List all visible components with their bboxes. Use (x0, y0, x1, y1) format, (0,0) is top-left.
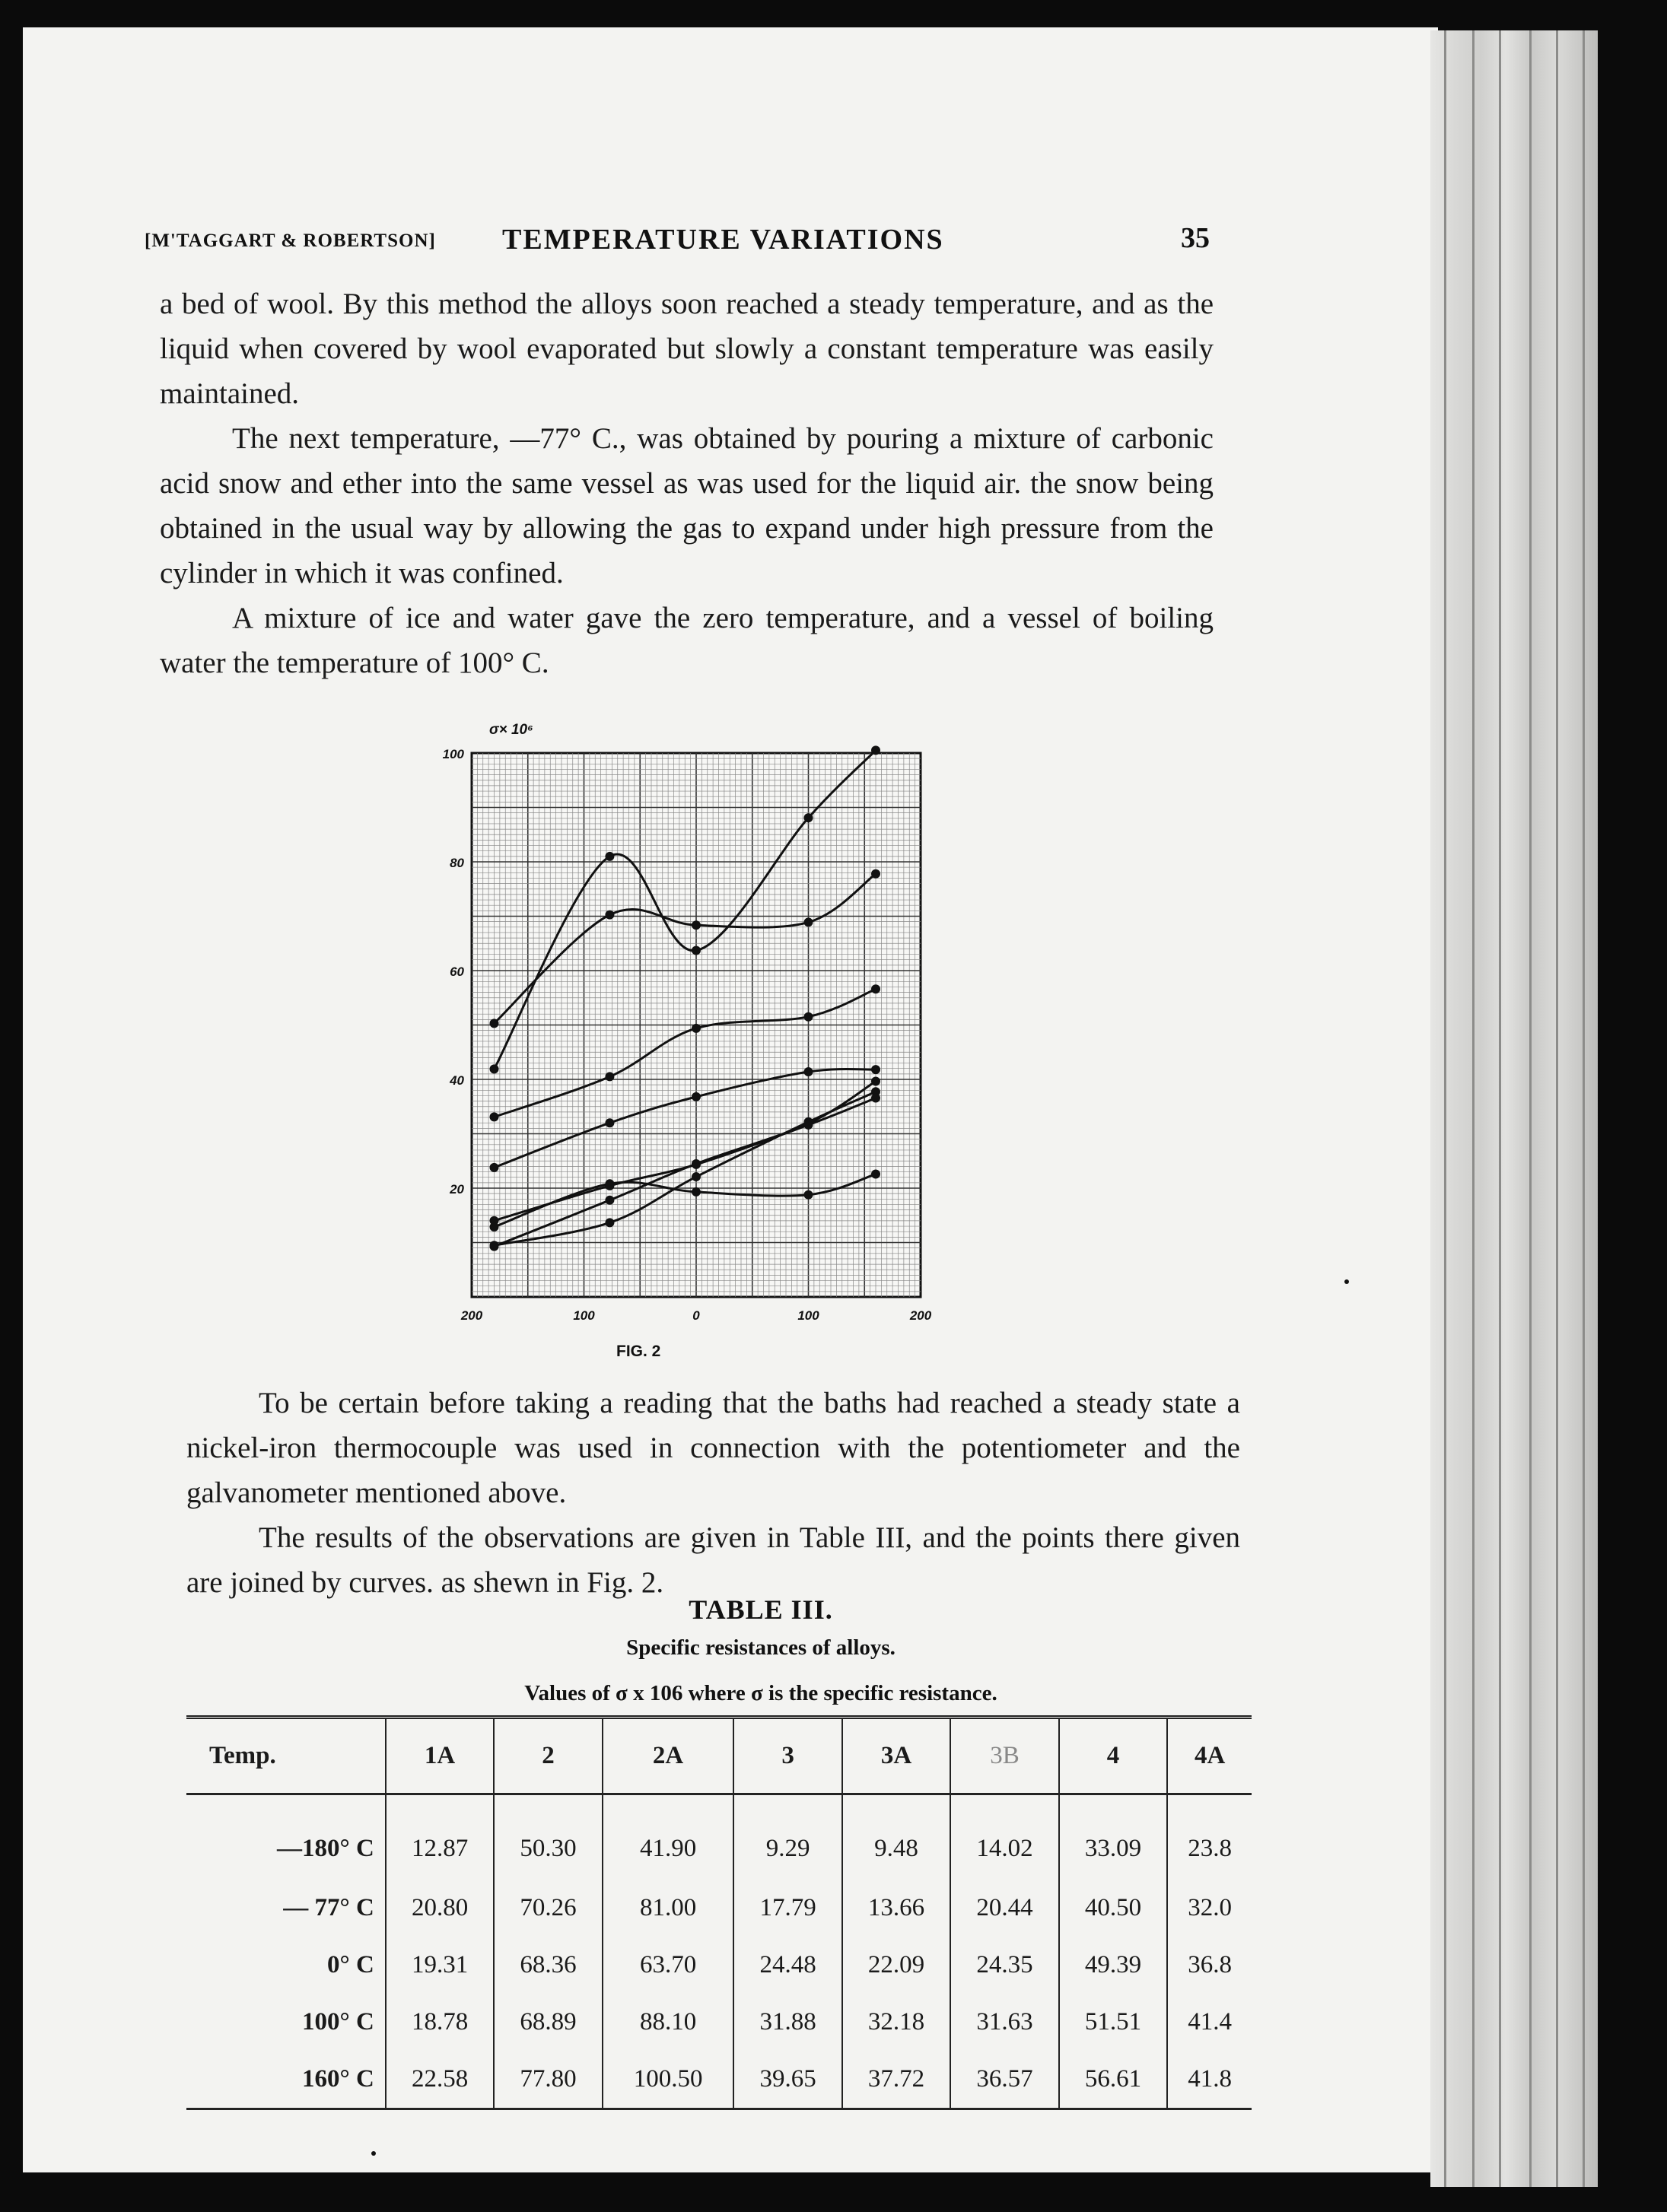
table-title: TABLE III. (689, 1594, 833, 1625)
page-number: 35 (1181, 222, 1210, 254)
table-row (186, 1994, 1252, 2051)
x-tick-label: 100 (573, 1308, 595, 1323)
temperature-cell: 100° C (302, 2008, 374, 2036)
value-cell: 9.29 (733, 1794, 841, 1880)
column-header: 3 (733, 1718, 841, 1794)
data-point (605, 1181, 614, 1190)
data-point (871, 745, 880, 755)
value-cell: 13.66 (842, 1880, 950, 1937)
paragraph: A mixture of ice and water gave the zero temperature, and a vessel of boiling water the temperature of 100° C. (160, 602, 1214, 679)
data-point (804, 1012, 813, 1022)
data-point (871, 1094, 880, 1103)
value-cell: 14.02 (950, 1794, 1058, 1880)
value-cell: 18.78 (386, 1994, 494, 2051)
x-tick-label: 100 (797, 1308, 819, 1323)
data-point (490, 1112, 499, 1121)
data-point (490, 1064, 499, 1073)
data-point (871, 984, 880, 993)
value-cell: 56.61 (1059, 2051, 1167, 2109)
y-axis-label: σ× 10⁶ (489, 722, 533, 738)
paragraph: The results of the observations are given in Table III, and the points there given are joined by curves. as shewn in Fig. 2. (186, 1521, 1240, 1599)
value-cell: 31.88 (733, 1994, 841, 2051)
data-point (605, 1218, 614, 1227)
ink-speck (1344, 1279, 1349, 1284)
data-point (804, 1120, 813, 1130)
value-cell: 32.18 (842, 1994, 950, 2051)
value-cell: 49.39 (1059, 1937, 1167, 1994)
x-tick-label: 0 (692, 1308, 700, 1323)
paragraph: To be certain before taking a reading that the baths had reached a steady state a nickel-iron thermocouple was used in connection with the potentiometer and the galvanometer mentioned above. (186, 1387, 1240, 1509)
value-cell: 24.35 (950, 1937, 1058, 1994)
data-point (490, 1241, 499, 1250)
temperature-cell: —180° C (277, 1834, 374, 1862)
column-header: Temp. (209, 1742, 276, 1769)
data-point (692, 1187, 701, 1197)
data-point (804, 813, 813, 822)
data-point (692, 1092, 701, 1101)
value-cell: 81.00 (603, 1880, 734, 1937)
value-cell: 23.8 (1167, 1794, 1252, 1880)
value-cell: 41.4 (1167, 1994, 1252, 2051)
column-header: 4 (1059, 1718, 1167, 1794)
column-header: 2 (494, 1718, 602, 1794)
y-tick-label: 40 (450, 1073, 464, 1088)
value-cell: 31.63 (950, 1994, 1058, 2051)
value-cell: 51.51 (1059, 1994, 1167, 2051)
data-point (605, 1072, 614, 1081)
data-point (871, 1170, 880, 1179)
value-cell: 20.80 (386, 1880, 494, 1937)
y-tick-label: 80 (450, 856, 464, 870)
table-subtitle-2: Values of σ x 106 where σ is the specific resistance. (524, 1681, 997, 1705)
temperature-cell: 0° C (327, 1951, 374, 1978)
column-header: 1A (386, 1718, 494, 1794)
data-point (490, 1163, 499, 1172)
data-point (692, 1160, 701, 1169)
value-cell: 33.09 (1059, 1794, 1167, 1880)
temperature-cell: 160° C (302, 2065, 374, 2093)
temperature-cell: — 77° C (283, 1894, 374, 1921)
data-point (605, 911, 614, 920)
y-tick-label: 100 (442, 747, 464, 761)
column-header: 2A (603, 1718, 734, 1794)
table-subtitle: Specific resistances of alloys. (626, 1635, 896, 1660)
data-point (804, 1067, 813, 1076)
y-tick-label: 20 (450, 1182, 464, 1197)
value-cell: 40.50 (1059, 1880, 1167, 1937)
y-tick-label: 60 (450, 965, 464, 979)
value-cell: 22.09 (842, 1937, 950, 1994)
data-point (605, 1196, 614, 1205)
column-header: 3B (950, 1718, 1058, 1794)
table-row (186, 1880, 1252, 1937)
paragraph: a bed of wool. By this method the alloys soon reached a steady temperature, and as the liquid when covered by wool evaporated but slowly a constant temperature was easily maintained. (160, 288, 1214, 410)
x-tick-label: 200 (460, 1308, 483, 1323)
paragraph: The next temperature, —77° C., was obtained by pouring a mixture of carbonic acid snow and ether into the same vessel as was used for the liquid air. the snow being obtained in the usual way by allowing the gas to expand under high pressure from the cylinder in which it was confined. (160, 422, 1214, 590)
figure-caption: FIG. 2 (616, 1343, 661, 1360)
value-cell: 100.50 (603, 2051, 734, 2109)
value-cell: 37.72 (842, 2051, 950, 2109)
x-tick-label: 200 (909, 1308, 932, 1323)
data-point (692, 920, 701, 930)
resistance-table (186, 1715, 1252, 2110)
figure-2 (422, 711, 970, 1362)
data-point (692, 1024, 701, 1033)
value-cell: 68.36 (494, 1937, 602, 1994)
value-cell: 19.31 (386, 1937, 494, 1994)
value-cell: 36.57 (950, 2051, 1058, 2109)
value-cell: 70.26 (494, 1880, 602, 1937)
value-cell: 39.65 (733, 2051, 841, 2109)
value-cell: 50.30 (494, 1794, 602, 1880)
table-row (186, 1794, 1252, 1880)
header-title: TEMPERATURE VARIATIONS (502, 224, 944, 256)
table-body (186, 1794, 1252, 2109)
data-point (692, 1172, 701, 1181)
value-cell: 41.90 (603, 1794, 734, 1880)
column-header: 3A (842, 1718, 950, 1794)
table-row (186, 2051, 1252, 2109)
value-cell: 41.8 (1167, 2051, 1252, 2109)
value-cell: 20.44 (950, 1880, 1058, 1937)
value-cell: 22.58 (386, 2051, 494, 2109)
data-point (605, 1118, 614, 1127)
value-cell: 17.79 (733, 1880, 841, 1937)
body-text-top (160, 281, 1214, 685)
data-point (490, 1019, 499, 1028)
ink-speck (371, 2151, 376, 2156)
data-point (804, 1190, 813, 1200)
value-cell: 63.70 (603, 1937, 734, 1994)
data-point (871, 869, 880, 879)
table-header-row (186, 1718, 1252, 1794)
body-text-bottom (186, 1381, 1240, 1605)
running-header (145, 217, 1210, 262)
resistance-chart (422, 711, 970, 1343)
value-cell: 12.87 (386, 1794, 494, 1880)
value-cell: 77.80 (494, 2051, 602, 2109)
data-point (804, 917, 813, 926)
table-iii (186, 1715, 1252, 2110)
value-cell: 9.48 (842, 1794, 950, 1880)
data-point (490, 1216, 499, 1225)
value-cell: 68.89 (494, 1994, 602, 2051)
data-point (605, 852, 614, 861)
data-point (692, 946, 701, 955)
data-point (871, 1077, 880, 1086)
column-header: 4A (1167, 1718, 1252, 1794)
value-cell: 24.48 (733, 1937, 841, 1994)
page-edges (1430, 30, 1598, 2187)
header-authors: [M'TAGGART & ROBERTSON] (145, 230, 436, 251)
data-point (871, 1065, 880, 1074)
value-cell: 88.10 (603, 1994, 734, 2051)
table-row (186, 1937, 1252, 1994)
value-cell: 36.8 (1167, 1937, 1252, 1994)
value-cell: 32.0 (1167, 1880, 1252, 1937)
